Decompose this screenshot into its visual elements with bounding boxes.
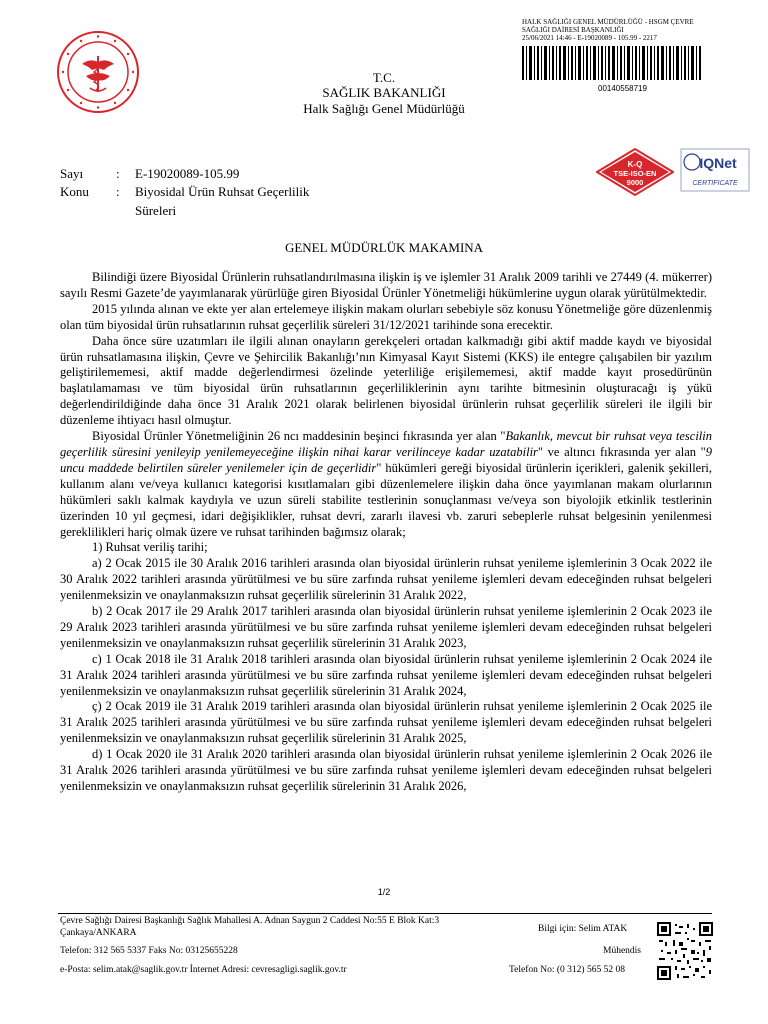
list-item-b: b) 2 Ocak 2017 ile 29 Aralık 2017 tarihleri arasında olan biyosidal ürünlerin ruhsat yenileme işlemlerinin 2 Ocak 2023 ile 29 Aralık 2023 tarihleri arasında yürütülmesi ve bu süre zarfında ruhsat yenileme işlemleri devam edeceğinden ruhsat belgeleri yenilenmeksizin ve onaylanmaksızın ruhsat geçerlilik sürelerinin 31 Aralık 2023,: [60, 604, 712, 650]
addressee-heading: GENEL MÜDÜRLÜK MAKAMINA: [284, 240, 484, 255]
sayi-label: Sayı: [60, 166, 84, 181]
footer-phone: Telefon: 312 565 5337 Faks No: 03125655228: [60, 946, 238, 956]
header-tc: T.C.: [372, 70, 396, 85]
konu-label: Konu: [60, 184, 89, 199]
sayi-colon: :: [116, 166, 120, 181]
tse-text-1: K-Q: [627, 160, 643, 169]
konu-value-continued: Süreleri: [135, 203, 177, 218]
konu-row-2: [0, 203, 768, 219]
page-number: 1/2: [377, 887, 391, 897]
paragraph-4-part-c: " ve altıncı fıkrasında yer alan ": [537, 444, 706, 459]
letter-body: [60, 270, 712, 795]
paragraph-5: 1) Ruhsat veriliş tarihi;: [92, 540, 208, 555]
stamp-line-2: SAĞLIĞI DAİRESİ BAŞKANLIĞI: [522, 26, 624, 34]
header-ministry: SAĞLIK BAKANLIĞI: [322, 85, 446, 100]
list-item-cc: ç) 2 Ocak 2019 ile 31 Aralık 2019 tarihleri arasında olan biyosidal ürünlerin ruhsat yenileme işlemlerinin 2 Ocak 2025 ile 31 Aralık 2025 tarihleri arasında yürütülmesi ve bu süre zarfında ruhsat yenileme işlemleri devam edeceğinden ruhsat belgeleri yenilenmeksizin ve onaylanmaksızın ruhsat geçerlilik sürelerinin 31 Aralık 2025,: [60, 699, 712, 746]
iqnet-badge-icon: [680, 148, 750, 192]
paragraph-2: 2015 yılında alınan ve ekte yer alan ertelemeye ilişkin makam olurları sebebiyle söz konusu Yönetmeliğe göre düzenlenmiş olan tüm biyosidal ürün ruhsatlarının ruhsat geçerlilik süreleri 31/12/2021 tarihinde sona erecektir.: [60, 301, 712, 332]
iqnet-subtext: CERTIFICATE: [692, 180, 738, 187]
tse-text-3: 9000: [626, 178, 644, 187]
barcode-number: 00140558719: [598, 84, 647, 93]
footer-divider: [58, 913, 712, 914]
footer-contact-phone: Telefon No: (0 312) 565 52 08: [509, 965, 625, 975]
footer-email: e-Posta: selim.atak@saglik.gov.tr İnternet Adresi: cevresagligi.saglik.gov.tr: [60, 965, 347, 975]
list-item-c: c) 1 Ocak 2018 ile 31 Aralık 2018 tarihleri arasında olan biyosidal ürünlerin ruhsat yenileme işlemlerinin 2 Ocak 2024 ile 31 Aralık 2024 tarihleri arasında yürütülmesi ve bu süre zarfında ruhsat yenileme işlemleri devam edeceğinden ruhsat belgeleri yenilenmeksizin ve onaylanmaksızın ruhsat geçerlilik sürelerinin 31 Aralık 2024,: [60, 651, 712, 698]
iqnet-text: IQNet: [699, 155, 737, 171]
paragraph-4-part-a: Biyosidal Ürünler Yönetmeliğinin 26 ncı maddesinin beşinci fıkrasında yer alan ": [92, 429, 506, 444]
tse-text-2: TSE-ISO-EN: [613, 169, 657, 178]
list-item-a: a) 2 Ocak 2015 ile 30 Aralık 2016 tarihleri arasında olan biyosidal ürünlerin ruhsat yenileme işlemlerinin 3 Ocak 2022 ile 30 Aralık 2022 tarihleri arasında yürütülmesi ve bu süre zarfında ruhsat yenileme işlemleri devam edeceğinden ruhsat belgeleri yenilenmeksizin ve onaylanmaksızın ruhsat geçerlilik sürelerinin 31 Aralık 2022,: [60, 556, 712, 603]
paragraph-4-quote-2: 9 uncu maddede belirtilen süreler yenilemeler için de geçerlidir: [60, 444, 712, 475]
sayi-value: E-19020089-105.99: [135, 166, 240, 181]
footer-contact-name: Bilgi için: Selim ATAK: [538, 924, 628, 934]
stamp-line-3: 25/06/2021 14:46 - E-19020089 - 105.99 - 2217: [522, 34, 657, 42]
document-stamp: [522, 18, 732, 42]
list-item-d: d) 1 Ocak 2020 ile 31 Aralık 2020 tarihleri arasında olan biyosidal ürünlerin ruhsat yenileme işlemlerinin 2 Ocak 2026 ile 31 Aralık 2026 tarihleri arasında yürütülmesi ve bu süre zarfında ruhsat yenileme işlemleri devam edeceğinden ruhsat belgeleri yenilenmeksizin ve onaylanmaksızın ruhsat geçerlilik sürelerinin 31 Aralık 2026,: [60, 747, 712, 793]
footer-contact-title: Mühendis: [603, 946, 641, 956]
qr-code-icon: [657, 922, 713, 980]
paragraph-4-quote-1: Bakanlık, mevcut bir ruhsat veya tescilin geçerlilik süresini yenileyip yenilemeyeceğine ilişkin nihai karar verilinceye kadar uzatabilir: [60, 429, 712, 459]
stamp-line-1: HALK SAĞLIĞI GENEL MÜDÜRLÜĞÜ - HSGM ÇEVRE: [522, 18, 694, 26]
header-directorate: Halk Sağlığı Genel Müdürlüğü: [303, 101, 465, 116]
footer-address: Çevre Sağlığı Dairesi Başkanlığı Sağlık Mahallesi A. Adnan Saygun 2 Caddesi No:55 E Blok Kat:3 Çankaya/ANKARA: [60, 916, 440, 938]
tse-badge-icon: [596, 148, 674, 196]
paragraph-4-part-e: " hükümleri gereği biyosidal ürünlerin içerikleri, galenik şekilleri, kullanım alanı ve/veya kullanıcı kategorisi kısıtlamaları gibi düzenlemelere ilişkin daha önce yayımlanan makam olurlarının hükümleri saklı kalmak kaydıyla ve uzun süreli stabilite testlerinin sonuçlanması ve/veya son biyolojik etkinlik testlerinin üzerinden 10 yıl geçmesi, idari değişiklikler, ruhsat devri, zararlı ilavesi vb. zaruri sebeplerle ruhsat belgesinin yenilenmesi gereklilikleri hariç olmak üzere ve ruhsat tarihinden bağımsız olarak;: [60, 460, 712, 539]
konu-colon: :: [116, 184, 120, 199]
paragraph-4: [60, 429, 712, 540]
konu-value: Biyosidal Ürün Ruhsat Geçerlilik: [135, 184, 310, 199]
paragraph-3: Daha önce süre uzatımları ile ilgili alınan onayların gerekçeleri ortadan kalkmadığı gibi aktif madde kaydı ve biyosidal ürün ruhsatlamasına ilişkin, Çevre ve Şehircilik Bakanlığı’nın Kimyasal Kayıt Sistemi (KKS) ile entegre çalışabilen bir yazılım geliştirilememesi, aktif madde değerlendirmesi özelinde yeterliliğe erişilememesi, aktif madde kayıt prosedürünün başlatılamaması ve tüm biyosidal ürün ruhsatlarının geçerliliklerinin aynı tarihte bitmesinin oluşturacağı iş yükü değerlendirildiğinde daha önce 31 Aralık 2021 olarak belirlenen biyosidal ürünlerin ruhsat geçerlilik süreleri ile ilgili bir düzenleme ihtiyacı hasıl olmuştur.: [60, 333, 712, 428]
paragraph-1: Bilindiği üzere Biyosidal Ürünlerin ruhsatlandırılmasına ilişkin iş ve işlemler 31 Aralık 2009 tarihli ve 27449 (4. mükerrer) sayılı Resmi Gazete’de yayımlanarak yürürlüğe giren Biyosidal Ürünler Yönetmeliği hükümlerine uygun olarak yürütülmektedir.: [60, 270, 712, 300]
